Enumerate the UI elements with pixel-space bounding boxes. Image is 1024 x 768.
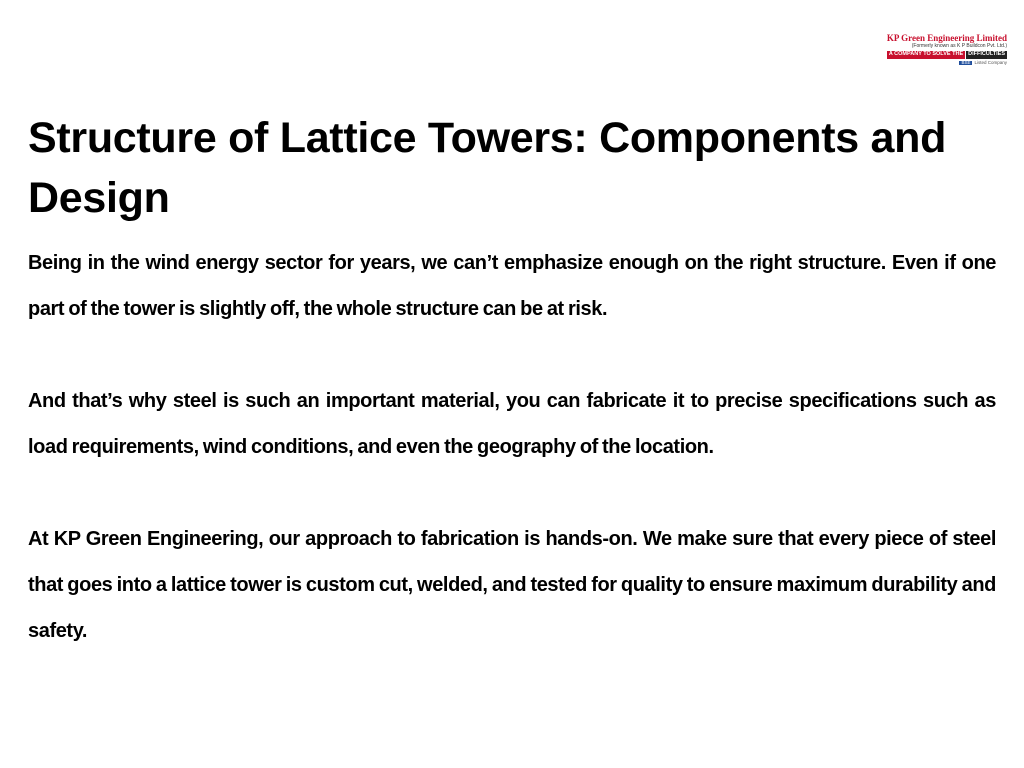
logo-listed-line xyxy=(877,61,1007,66)
paragraph-2: And that’s why steel is such an important material, you can fabricate it to precise specifications such as load requirements, wind conditions, and even the geography of the location. xyxy=(28,390,996,458)
slide-title: Structure of Lattice Towers: Components and Design xyxy=(28,114,947,222)
logo-company-name: KP Green Engineering Limited xyxy=(886,33,1007,43)
paragraph-3: At KP Green Engineering, our approach to fabrication is hands-on. We make sure that every piece of steel that goes into a lattice tower is custom cut, welded, and tested for quality to ensure maximum durability and safety. xyxy=(28,528,996,642)
logo-former-name: (Formerly known as K P Buildcon Pvt. Ltd.) xyxy=(911,43,1007,49)
logo-tagline xyxy=(877,51,1007,59)
logo-listed-badge: BSE xyxy=(961,59,971,65)
logo-tagline-part-b: DIFFICULTIES xyxy=(968,51,1005,57)
company-logo xyxy=(877,34,1007,65)
paragraph-1: Being in the wind energy sector for years, we can’t emphasize enough on the right structure. Even if one part of the tower is slightly off, the whole structure can be at risk. xyxy=(28,252,996,320)
logo-tagline-part-a: A COMPANY TO SOLVE THE xyxy=(888,51,964,57)
slide-body xyxy=(28,240,996,654)
logo-listed-text: Listed Company xyxy=(974,59,1007,65)
